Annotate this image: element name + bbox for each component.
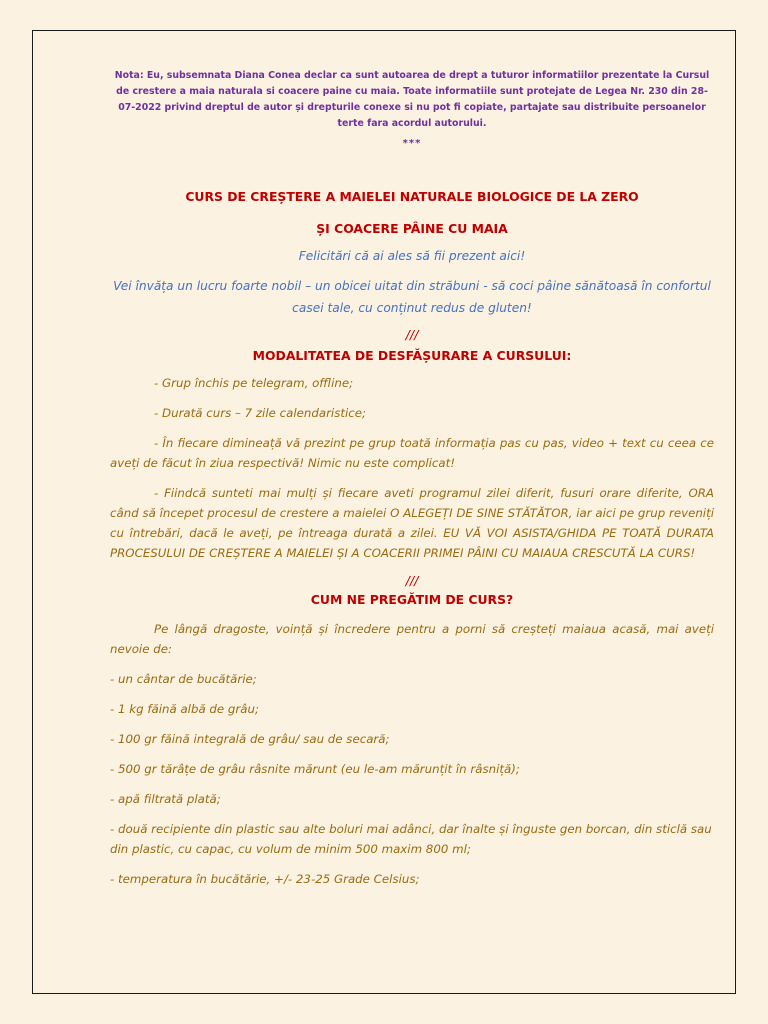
copyright-note: Nota: Eu, subsemnata Diana Conea declar ca sunt autoarea de drept a tuturor informatiilor prezentate la Cursul de crestere a maia naturala si coacere paine cu maia. Toate informatiile sunt protejate de Legea Nr. 230 din 28-07-2022 privind dreptul de autor și drepturile conexe si nu pot fi copiate, partajate sau distribuite persoanelor terte fara acordul autorului. — [114, 70, 710, 129]
intro-text: Vei învăța un lucru foarte nobil – un obicei uitat din străbuni - să coci pâine sănătoasă în confortul casei tale, cu conținut redus de gluten! — [113, 279, 711, 315]
separator-1: /// — [405, 327, 419, 342]
section1-item-1: - Grup închis pe telegram, offline; — [154, 376, 354, 390]
list-item: - 100 gr făină integrală de grâu/ sau de secară; — [110, 732, 390, 746]
document-content — [110, 68, 714, 889]
course-title-line2: ȘI COACERE PÂINE CU MAIA — [316, 221, 508, 236]
section2-intro: Pe lângă dragoste, voință și încredere pentru a porni să creșteți maiaua acasă, mai aveți nevoie de: — [110, 622, 714, 656]
section2-heading: CUM NE PREGĂTIM DE CURS? — [310, 592, 514, 607]
section1-item-3: - În fiecare dimineață vă prezint pe grup toată informația pas cu pas, video + text cu ceea ce aveți de făcut în ziua respectivă! Nimic nu este complicat! — [110, 436, 714, 470]
course-title-line1: CURS DE CREȘTERE A MAIELEI NATURALE BIOLOGICE DE LA ZERO — [185, 189, 639, 204]
section1-heading: MODALITATEA DE DESFĂȘURARE A CURSULUI: — [252, 348, 572, 363]
list-item: - un cântar de bucătărie; — [110, 672, 257, 686]
list-item: - apă filtrată plată; — [110, 792, 221, 806]
list-item: - temperatura în bucătărie, +/- 23-25 Grade Celsius; — [110, 872, 420, 886]
section1-item-4: - Fiindcă sunteti mai mulți și fiecare aveti programul zilei diferit, fusuri orare diferite, ORA când să începet procesul de crestere a maielei O ALEGEȚI DE SINE STĂTĂTOR, iar aici pe grup reveniți cu întrebări, dacă le aveți, pe întreaga durată a zilei. EU VĂ VOI ASISTA/GHIDA PE TOATĂ DURATA PROCESULUI DE CREȘTERE A MAIELEI ȘI A COACERII PRIMEI PÂINI CU MAIAUA CRESCUTĂ LA CURS! — [110, 486, 714, 560]
separator-2: /// — [405, 573, 419, 588]
greeting-text: Felicitări că ai ales să fii prezent aici! — [298, 249, 526, 263]
list-item: - două recipiente din plastic sau alte boluri mai adânci, dar înalte și înguste gen borcan, din sticlă sau din plastic, cu capac, cu volum de minim 500 maxim 800 ml; — [110, 822, 712, 856]
section1-item-2: - Durată curs – 7 zile calendaristice; — [154, 406, 366, 420]
stars-separator: *** — [402, 138, 422, 149]
list-item: - 500 gr tărâțe de grâu râsnite mărunt (eu le-am mărunțit în râsniță); — [110, 762, 520, 776]
list-item: - 1 kg făină albă de grâu; — [110, 702, 259, 716]
